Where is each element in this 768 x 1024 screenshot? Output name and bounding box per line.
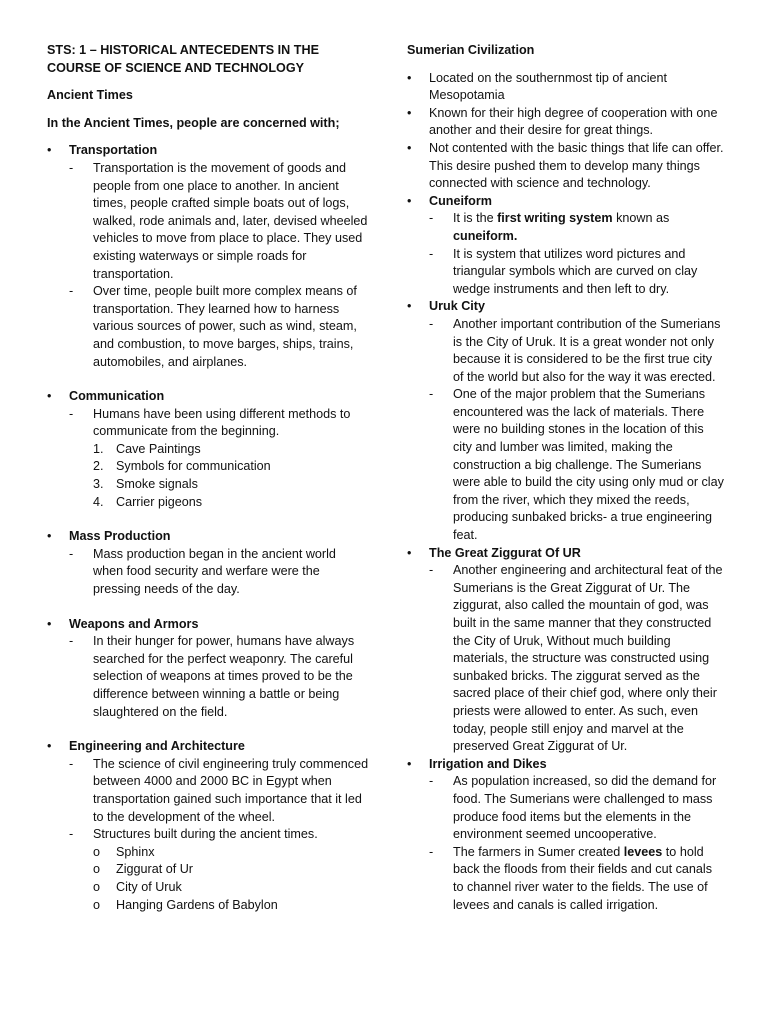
section-title: Transportation xyxy=(69,143,158,158)
text-run: known as xyxy=(612,211,670,226)
section-cuneiform xyxy=(407,193,725,299)
section-heading-sumerian-civilization: Sumerian Civilization xyxy=(407,43,535,57)
section-uruk-city xyxy=(407,298,725,544)
bullet-marker: • xyxy=(407,70,412,85)
paragraph: Located on the southernmost tip of ancient Mesopotamia xyxy=(429,70,668,103)
dash-item xyxy=(69,160,369,283)
dash-item xyxy=(429,562,725,756)
text-run: to hold back the floods from their fields and cut canals to channel river water to the fields. The use of levees and canals is called irrigation. xyxy=(453,844,713,912)
list-number: 3. xyxy=(93,477,104,492)
numbered-item xyxy=(93,494,369,512)
numbered-item xyxy=(93,441,369,459)
list-item-text: Symbols for communication xyxy=(116,459,271,474)
section-title: Communication xyxy=(69,389,165,404)
bullet-marker: • xyxy=(407,756,412,771)
intro-text: In the Ancient Times, people are concerned with; xyxy=(47,115,340,130)
list-item xyxy=(93,844,369,862)
paragraph: Known for their high degree of cooperation with one another and their desire for great things. xyxy=(429,105,718,138)
list-item-text: Carrier pigeons xyxy=(116,494,203,509)
dash-item xyxy=(429,316,725,386)
bullet-marker: • xyxy=(407,299,412,314)
bullet-marker: • xyxy=(407,545,412,560)
bullet-item xyxy=(407,70,725,105)
document-title: STS: 1 – HISTORICAL ANTECEDENTS IN THE COURSE OF SCIENCE AND TECHNOLOGY xyxy=(47,43,319,75)
dash-marker: - xyxy=(429,211,434,226)
section-title: Irrigation and Dikes xyxy=(429,756,547,771)
section-title: Uruk City xyxy=(429,299,485,314)
paragraph: Mass production began in the ancient world when food security and werfare were the pressing needs of the day. xyxy=(93,546,336,597)
section-heading-ancient-times: Ancient Times xyxy=(47,88,133,103)
paragraph: As population increased, so did the demand for food. The Sumerians were challenged to mass produce food items but the elements in the environment seemed uncooperative. xyxy=(453,774,717,842)
paragraph: Humans have been using different methods to communicate from the beginning. xyxy=(93,406,351,439)
bullet-marker: • xyxy=(47,739,52,754)
dash-item xyxy=(69,406,369,512)
dash-marker: - xyxy=(69,160,74,175)
paragraph: It is system that utilizes word pictures and triangular symbols which are curved on clay wedge instruments and then left to dry. xyxy=(453,246,698,296)
dash-marker: - xyxy=(69,284,74,299)
left-column xyxy=(47,42,369,914)
bullet-item xyxy=(407,105,725,140)
dash-item xyxy=(429,246,725,299)
dash-marker: - xyxy=(69,756,74,771)
bold-term: first writing system xyxy=(497,211,613,226)
circle-bullet-marker: o xyxy=(93,862,101,877)
dash-marker: - xyxy=(69,406,74,421)
bullet-marker: • xyxy=(47,143,52,158)
section-communication xyxy=(47,388,369,511)
circle-bullet-marker: o xyxy=(93,844,101,859)
section-weapons-and-armors xyxy=(47,616,369,722)
section-title: Mass Production xyxy=(69,529,171,544)
dash-item xyxy=(69,633,369,721)
dash-marker: - xyxy=(429,246,434,261)
dash-marker: - xyxy=(429,387,434,402)
list-item xyxy=(93,879,369,897)
paragraph: Not contented with the basic things that life can offer. This desire pushed them to develop many things connected with science and technology. xyxy=(429,140,724,191)
list-number: 1. xyxy=(93,441,104,456)
bullet-marker: • xyxy=(47,529,52,544)
section-title: Cuneiform xyxy=(429,193,492,208)
section-irrigation-and-dikes xyxy=(407,756,725,914)
list-item xyxy=(93,897,369,915)
section-title: The Great Ziggurat Of UR xyxy=(429,545,581,560)
paragraph: One of the major problem that the Sumerians encountered was the lack of materials. There were no building stones in the location of this city and lumber was limited, making the construction a big challenge. The Sumerians were able to build the city using only mud or clay from the river, which they mixed the reeds, producing sunbaked bricks- a true engineering feat. xyxy=(453,387,724,543)
list-item-text: Sphinx xyxy=(116,844,155,859)
dash-marker: - xyxy=(69,827,74,842)
list-item-text: Hanging Gardens of Babylon xyxy=(116,897,278,912)
right-column xyxy=(407,42,725,914)
dash-item xyxy=(69,546,369,599)
circle-bullet-marker: o xyxy=(93,879,101,894)
dash-marker: - xyxy=(429,316,434,331)
text-run: The farmers in Sumer created xyxy=(453,844,624,859)
paragraph: Transportation is the movement of goods and people from one place to another. In ancient times, people crafted simple boats out of logs, walked, rode animals and, later, devised wheeled vehicles to move from place to place. They used existing waterways or simple roads for transportation. xyxy=(93,160,368,281)
dash-item xyxy=(69,283,369,371)
dash-item xyxy=(429,773,725,843)
list-item xyxy=(93,861,369,879)
dash-marker: - xyxy=(429,774,434,789)
paragraph: Another important contribution of the Sumerians is the City of Uruk. It is a great wonder not only because it is considered to be the first true city of the world but also for the way it was erected. xyxy=(453,316,721,384)
section-engineering-and-architecture xyxy=(47,738,369,914)
paragraph: Another engineering and architectural feat of the Sumerians is the Great Ziggurat of Ur. The ziggurat, also called the mountain of god, was built in the same manner that they constructed the City of Uruk, Without much building materials, the structure was constructed using sunbaked bricks. The ziggurat served as the sacred place of their chief god, where only their priests were allowed to enter. As such, even today, people still enjoy and marvel at the preserved Great Ziggurat of Ur. xyxy=(453,563,723,754)
list-item-text: Cave Paintings xyxy=(116,441,201,456)
list-item-text: City of Uruk xyxy=(116,879,182,894)
paragraph: In their hunger for power, humans have always searched for the perfect weaponry. The careful selection of weapons at times proved to be the difference between winning a battle or being slaughtered on the field. xyxy=(93,634,355,719)
section-mass-production xyxy=(47,528,369,598)
dash-item xyxy=(69,756,369,826)
numbered-item xyxy=(93,458,369,476)
paragraph: The science of civil engineering truly commenced between 4000 and 2000 BC in Egypt when transportation gained such importance that it led to the development of the wheel. xyxy=(93,756,369,824)
paragraph: Over time, people built more complex means of transportation. They learned how to harness various sources of power, such as wind, steam, and combustion, to move barges, ships, trains, automobiles, and airplanes. xyxy=(93,284,357,369)
dash-item xyxy=(429,844,725,914)
bullet-marker: • xyxy=(47,389,52,404)
bullet-marker: • xyxy=(407,140,412,155)
dash-marker: - xyxy=(69,634,74,649)
dash-marker: - xyxy=(69,546,74,561)
list-item-text: Ziggurat of Ur xyxy=(116,862,193,877)
paragraph: Structures built during the ancient times. xyxy=(93,827,318,842)
circle-bullet-marker: o xyxy=(93,897,101,912)
bold-term: levees xyxy=(623,844,663,859)
dash-item xyxy=(69,826,369,914)
text-run: It is the xyxy=(453,211,498,226)
bullet-marker: • xyxy=(407,105,412,120)
dash-item xyxy=(429,386,725,544)
dash-item xyxy=(429,210,725,245)
bullet-marker: • xyxy=(47,616,52,631)
numbered-item xyxy=(93,476,369,494)
bullet-marker: • xyxy=(407,193,412,208)
list-number: 2. xyxy=(93,459,104,474)
list-number: 4. xyxy=(93,494,104,509)
section-title: Engineering and Architecture xyxy=(69,739,245,754)
section-title: Weapons and Armors xyxy=(69,616,199,631)
section-great-ziggurat xyxy=(407,545,725,756)
dash-marker: - xyxy=(429,563,434,578)
list-item-text: Smoke signals xyxy=(116,477,198,492)
section-transportation xyxy=(47,142,369,371)
bullet-item xyxy=(407,140,725,193)
dash-marker: - xyxy=(429,844,434,859)
bold-term: cuneiform. xyxy=(453,228,518,243)
